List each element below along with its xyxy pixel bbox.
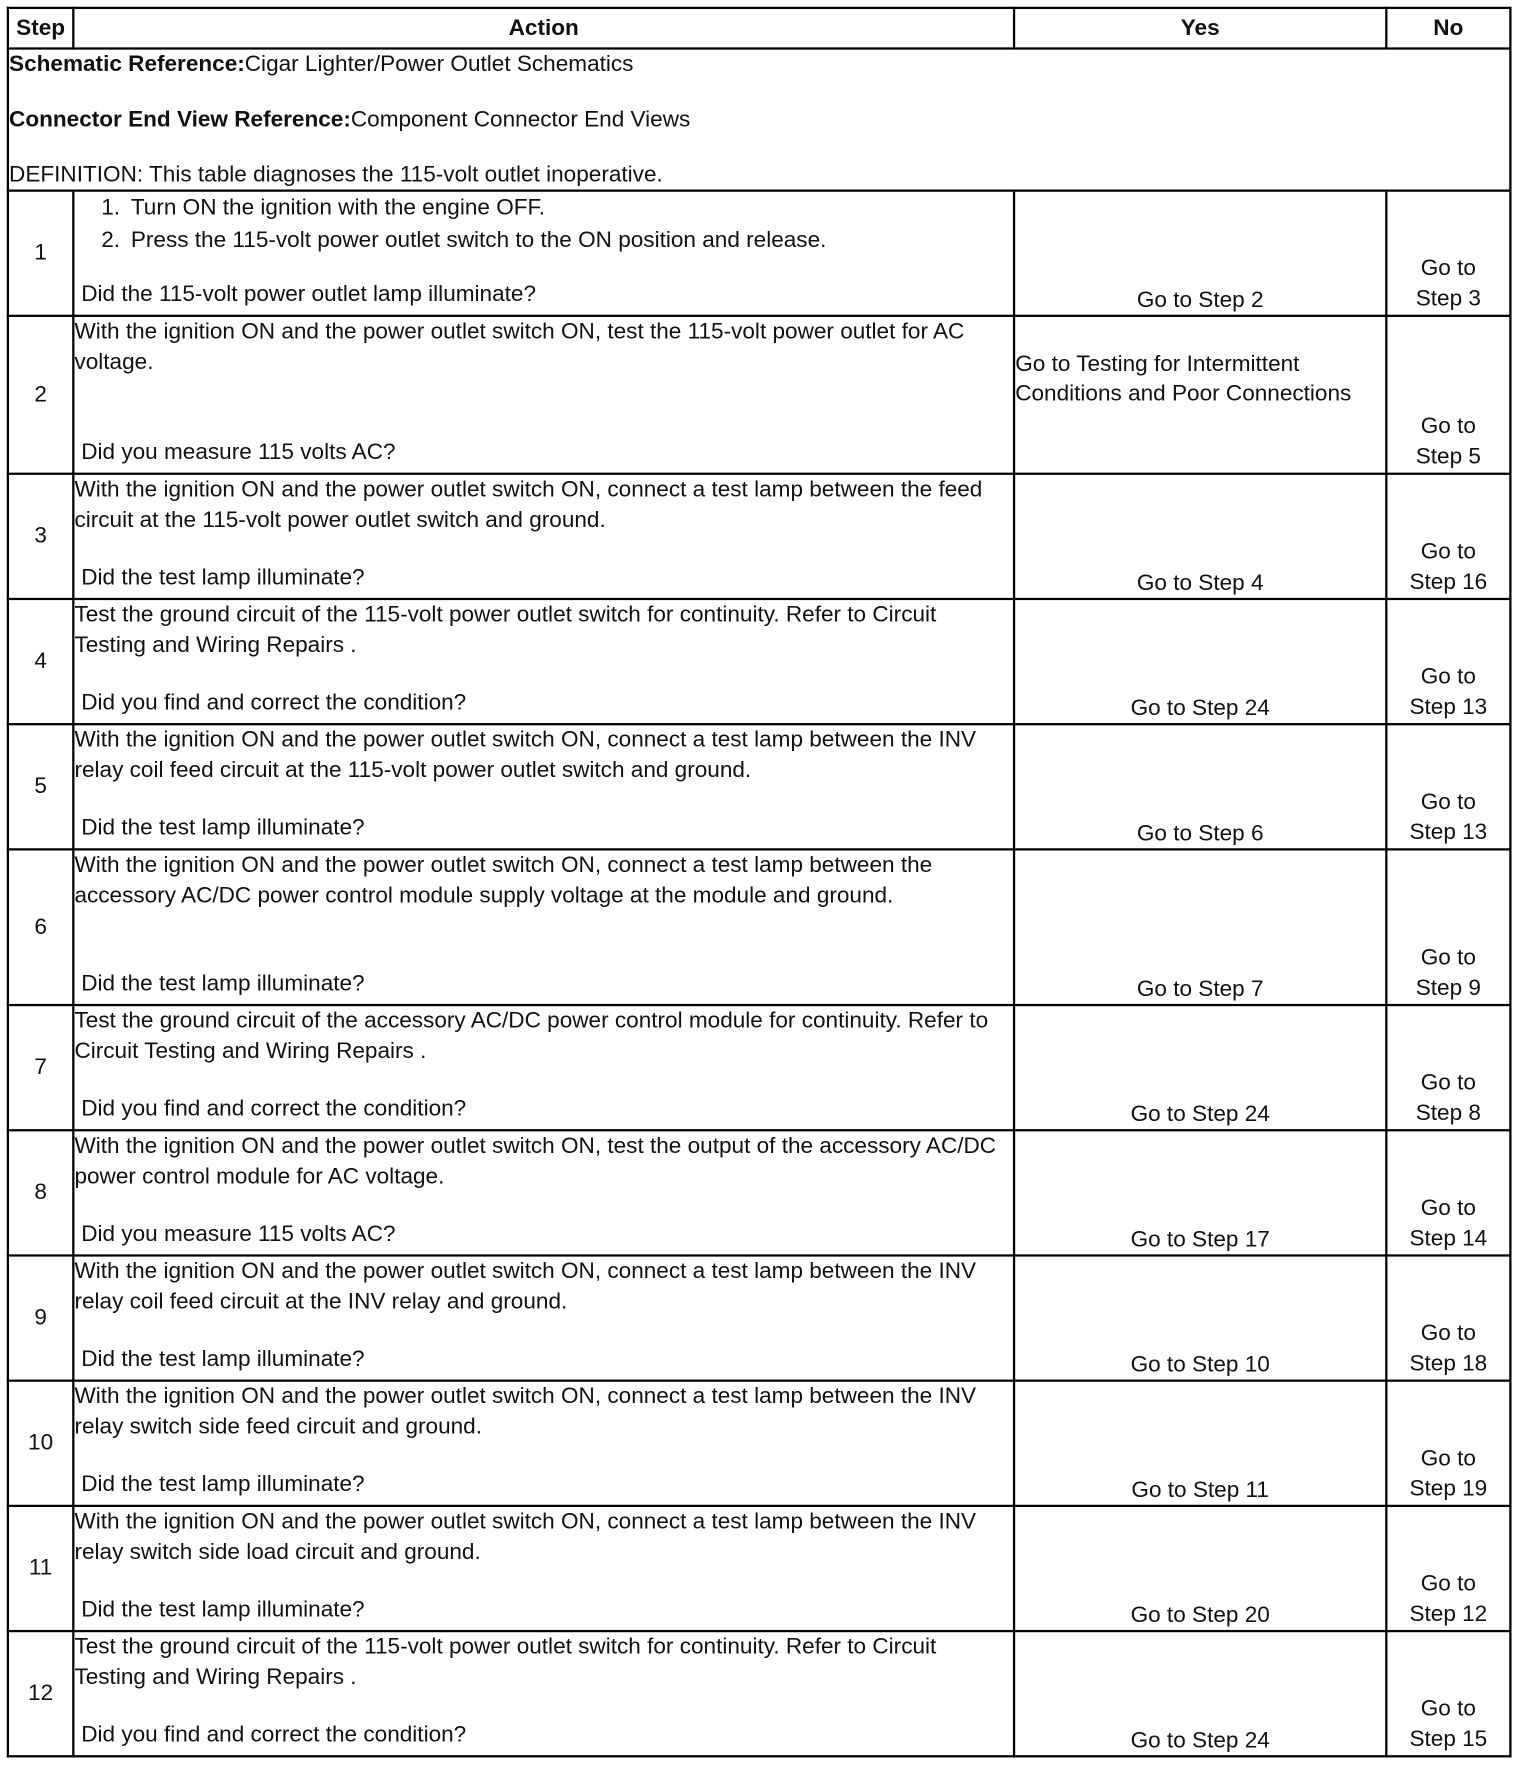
table-row bbox=[8, 1005, 1510, 1130]
no-line: Step 14 bbox=[1409, 1226, 1488, 1251]
no-line: Step 3 bbox=[1415, 286, 1481, 312]
action-cell bbox=[73, 191, 1014, 316]
definition-text: DEFINITION: This table diagnoses the 115-volt outlet inoperative. bbox=[9, 162, 663, 188]
no-line: Go to bbox=[1420, 256, 1476, 281]
action-question: Did you measure 115 volts AC? bbox=[81, 1221, 396, 1247]
no-cell[interactable] bbox=[1386, 474, 1510, 599]
yes-cell[interactable]: Go to Step 4 bbox=[1014, 474, 1386, 599]
yes-cell[interactable]: Go to Step 10 bbox=[1014, 1255, 1386, 1380]
header-yes: Yes bbox=[1014, 8, 1386, 49]
table-row bbox=[8, 191, 1510, 316]
action-question: Did the test lamp illuminate? bbox=[81, 565, 365, 590]
step-number: 3 bbox=[8, 474, 73, 599]
yes-cell[interactable]: Go to Step 24 bbox=[1014, 1005, 1386, 1130]
table-row bbox=[8, 599, 1510, 724]
reference-cell bbox=[8, 49, 1510, 191]
no-line: Step 13 bbox=[1409, 820, 1488, 845]
no-line: Step 16 bbox=[1409, 569, 1488, 595]
schematic-reference-link[interactable]: Cigar Lighter/Power Outlet Schematics bbox=[244, 51, 634, 77]
table-row bbox=[8, 1506, 1510, 1631]
action-text: With the ignition ON and the power outlet switch ON, connect a test lamp between the feed circuit at the 115-volt power outlet switch and ground. bbox=[74, 477, 983, 533]
action-text: Test the ground circuit of the 115-volt power outlet switch for continuity. Refer to Circuit Testing and Wiring Repairs . bbox=[74, 1634, 937, 1690]
action-question: Did you find and correct the condition? bbox=[81, 1096, 467, 1122]
no-line: Step 9 bbox=[1415, 975, 1481, 1001]
no-line: Go to bbox=[1420, 1195, 1476, 1221]
yes-cell[interactable]: Go to Testing for Intermittent Conditions and Poor Connections bbox=[1014, 316, 1386, 474]
no-line: Step 8 bbox=[1415, 1100, 1481, 1126]
action-cell bbox=[73, 1255, 1014, 1380]
yes-cell[interactable]: Go to Step 20 bbox=[1014, 1506, 1386, 1631]
reference-row bbox=[8, 49, 1510, 191]
no-cell[interactable] bbox=[1386, 599, 1510, 724]
step-number: 4 bbox=[8, 599, 73, 724]
action-question: Did the test lamp illuminate? bbox=[81, 1597, 365, 1623]
no-cell[interactable] bbox=[1386, 1631, 1510, 1756]
action-cell bbox=[73, 724, 1014, 849]
action-question: Did the test lamp illuminate? bbox=[81, 1346, 365, 1372]
action-text: With the ignition ON and the power outlet switch ON, connect a test lamp between the INV relay switch side feed circuit and ground. bbox=[74, 1384, 977, 1440]
action-text: Test the ground circuit of the accessory AC/DC power control module for continuity. Refer to Circuit Testing and Wiring Repairs . bbox=[74, 1008, 989, 1064]
header-no: No bbox=[1386, 8, 1510, 49]
yes-cell[interactable]: Go to Step 7 bbox=[1014, 849, 1386, 1005]
no-line: Go to bbox=[1420, 539, 1476, 564]
action-cell bbox=[73, 1631, 1014, 1756]
action-text: With the ignition ON and the power outlet switch ON, connect a test lamp between the accessory AC/DC power control module supply voltage at the module and ground. bbox=[74, 852, 933, 909]
no-cell[interactable] bbox=[1386, 191, 1510, 316]
table-row bbox=[8, 1631, 1510, 1756]
no-line: Step 5 bbox=[1415, 444, 1481, 470]
no-cell[interactable] bbox=[1386, 1506, 1510, 1631]
list-item: 2. Press the 115-volt power outlet switch to the ON position and release. bbox=[126, 224, 1013, 257]
action-cell bbox=[73, 316, 1014, 474]
action-cell bbox=[73, 1130, 1014, 1255]
no-line: Step 15 bbox=[1409, 1726, 1488, 1752]
step-number: 8 bbox=[8, 1130, 73, 1255]
no-line: Go to bbox=[1420, 1696, 1476, 1722]
schematic-reference bbox=[9, 50, 1509, 79]
action-cell bbox=[73, 474, 1014, 599]
step-number: 5 bbox=[8, 724, 73, 849]
no-line: Go to bbox=[1420, 945, 1476, 971]
table-row bbox=[8, 849, 1510, 1005]
no-line: Go to bbox=[1420, 1571, 1476, 1597]
yes-cell[interactable]: Go to Step 6 bbox=[1014, 724, 1386, 849]
action-text: Test the ground circuit of the 115-volt power outlet switch for continuity. Refer to Circuit Testing and Wiring Repairs . bbox=[74, 602, 937, 658]
no-line: Go to bbox=[1420, 1070, 1476, 1096]
action-question: Did the test lamp illuminate? bbox=[81, 971, 365, 997]
table-row bbox=[8, 474, 1510, 599]
step-number: 2 bbox=[8, 316, 73, 474]
action-text: With the ignition ON and the power outlet switch ON, test the 115-volt power outlet for AC voltage. bbox=[74, 319, 965, 375]
action-text: With the ignition ON and the power outlet switch ON, connect a test lamp between the INV relay coil feed circuit at the INV relay and ground. bbox=[74, 1258, 977, 1315]
no-line: Step 19 bbox=[1409, 1476, 1488, 1502]
step-number: 11 bbox=[8, 1506, 73, 1631]
connector-reference-label: Connector End View Reference: bbox=[9, 107, 351, 132]
header-action: Action bbox=[73, 8, 1014, 49]
table-row bbox=[8, 316, 1510, 474]
no-line: Go to bbox=[1420, 664, 1476, 690]
header-row bbox=[8, 8, 1510, 49]
yes-cell[interactable]: Go to Step 24 bbox=[1014, 599, 1386, 724]
no-line: Step 13 bbox=[1409, 694, 1488, 720]
action-cell bbox=[73, 599, 1014, 724]
no-line: Step 18 bbox=[1409, 1351, 1488, 1377]
table-row bbox=[8, 1130, 1510, 1255]
step-number: 1 bbox=[8, 191, 73, 316]
no-line: Go to bbox=[1420, 789, 1476, 815]
table-row bbox=[8, 1381, 1510, 1506]
action-list bbox=[74, 192, 1012, 257]
action-text: With the ignition ON and the power outlet switch ON, test the output of the accessory AC/DC power control module for AC voltage. bbox=[74, 1133, 997, 1189]
step-number: 12 bbox=[8, 1631, 73, 1756]
yes-cell[interactable]: Go to Step 11 bbox=[1014, 1381, 1386, 1506]
header-step: Step bbox=[8, 8, 73, 49]
action-cell bbox=[73, 1506, 1014, 1631]
step-number: 7 bbox=[8, 1005, 73, 1130]
no-cell[interactable] bbox=[1386, 1255, 1510, 1380]
action-cell bbox=[73, 1381, 1014, 1506]
no-line: Go to bbox=[1420, 1446, 1476, 1471]
no-cell[interactable] bbox=[1386, 1130, 1510, 1255]
action-question: Did the 115-volt power outlet lamp illuminate? bbox=[81, 282, 537, 307]
no-cell[interactable] bbox=[1386, 849, 1510, 1005]
connector-reference bbox=[9, 105, 1509, 134]
action-cell bbox=[73, 849, 1014, 1005]
table-row bbox=[8, 1255, 1510, 1380]
yes-cell[interactable]: Go to Step 17 bbox=[1014, 1130, 1386, 1255]
yes-cell[interactable]: Go to Step 2 bbox=[1014, 191, 1386, 316]
step-number: 10 bbox=[8, 1381, 73, 1506]
no-line: Step 12 bbox=[1409, 1601, 1488, 1627]
no-cell[interactable] bbox=[1386, 316, 1510, 474]
action-question: Did you find and correct the condition? bbox=[81, 1722, 467, 1748]
schematic-reference-label: Schematic Reference: bbox=[9, 51, 245, 77]
action-question: Did the test lamp illuminate? bbox=[81, 1472, 365, 1497]
diagnostic-table bbox=[7, 7, 1512, 1758]
no-cell[interactable] bbox=[1386, 1381, 1510, 1506]
list-item: 1. Turn ON the ignition with the engine OFF. bbox=[126, 192, 1013, 225]
action-cell bbox=[73, 1005, 1014, 1130]
yes-cell[interactable]: Go to Step 24 bbox=[1014, 1631, 1386, 1756]
step-number: 9 bbox=[8, 1255, 73, 1380]
no-cell[interactable] bbox=[1386, 1005, 1510, 1130]
action-question: Did the test lamp illuminate? bbox=[81, 815, 365, 841]
connector-reference-link[interactable]: Component Connector End Views bbox=[350, 107, 691, 132]
no-line: Go to bbox=[1420, 413, 1476, 439]
table-row bbox=[8, 724, 1510, 849]
no-line: Go to bbox=[1420, 1320, 1476, 1346]
action-question: Did you find and correct the condition? bbox=[81, 690, 467, 716]
action-text: With the ignition ON and the power outlet switch ON, connect a test lamp between the INV relay coil feed circuit at the 115-volt power outlet switch and ground. bbox=[74, 727, 977, 783]
action-text: With the ignition ON and the power outlet switch ON, connect a test lamp between the INV relay switch side load circuit and ground. bbox=[74, 1509, 977, 1565]
action-question: Did you measure 115 volts AC? bbox=[81, 439, 396, 465]
step-number: 6 bbox=[8, 849, 73, 1005]
no-cell[interactable] bbox=[1386, 724, 1510, 849]
